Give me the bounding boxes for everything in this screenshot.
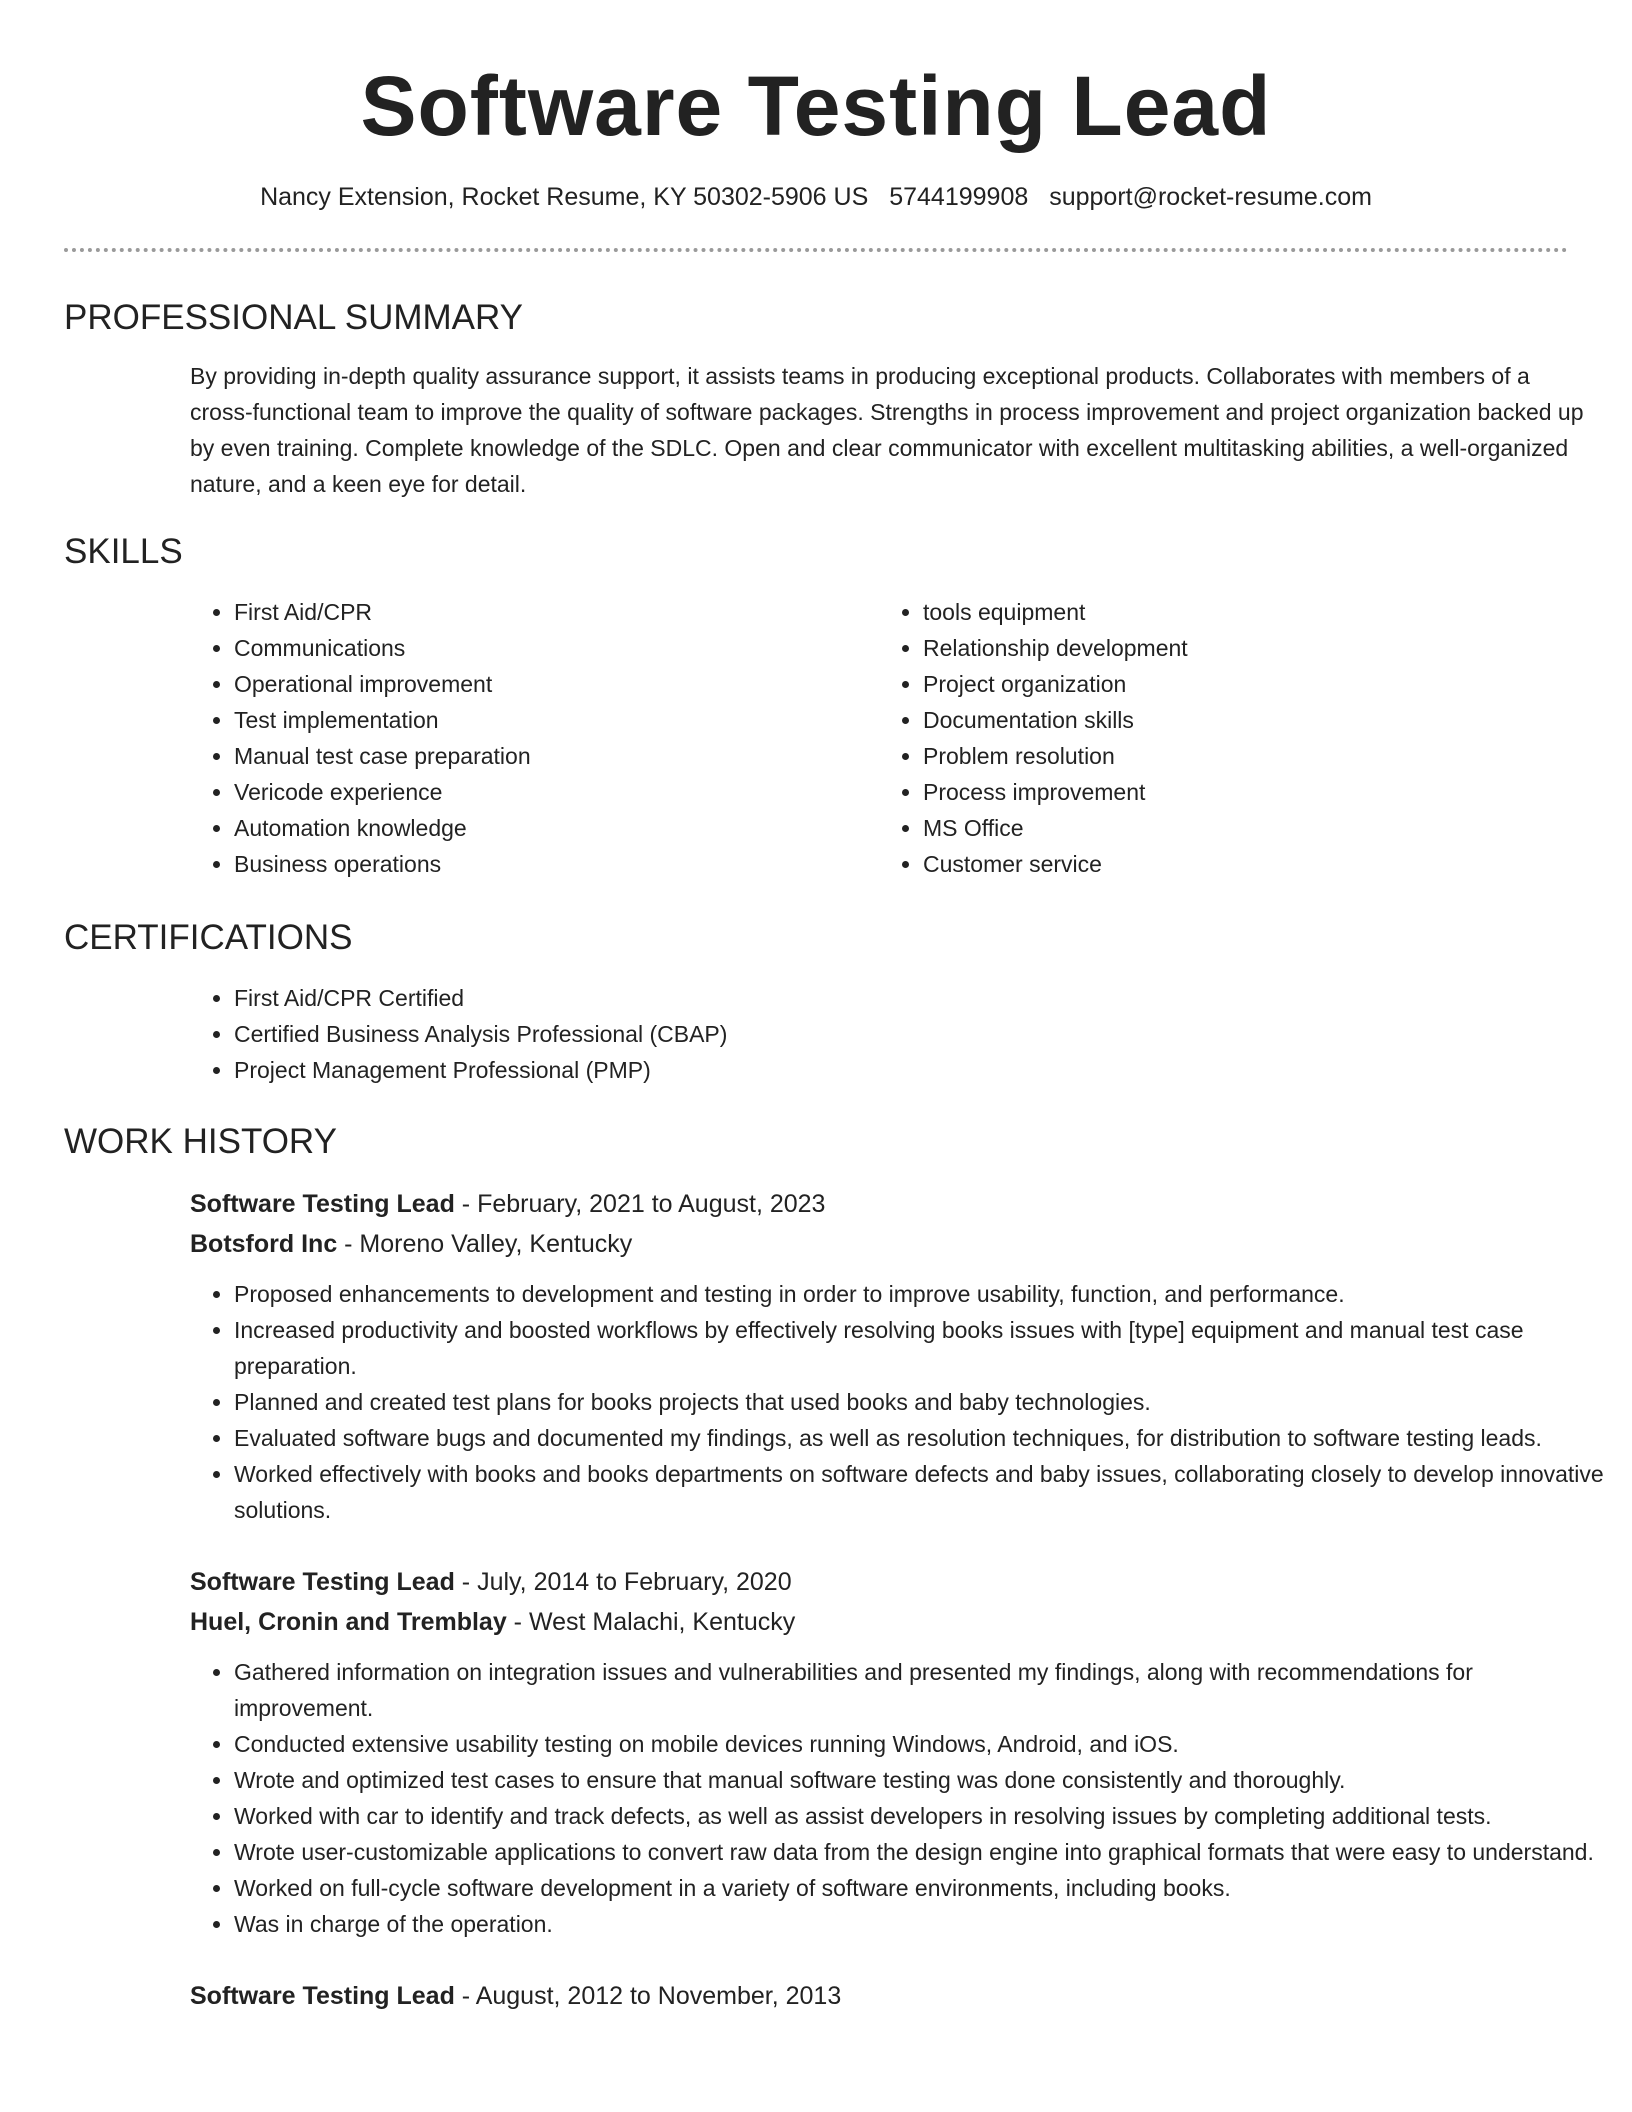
contact-address: Nancy Extension, Rocket Resume, KY 50302-5906 US (260, 183, 869, 211)
job-company: Botsford Inc (190, 1230, 338, 1258)
job-role: Software Testing Lead (190, 1190, 455, 1218)
skill-item: • Communications (234, 630, 879, 666)
skills-columns (190, 594, 1568, 882)
skill-item: • Manual test case preparation (234, 738, 879, 774)
skill-item: • Project organization (923, 666, 1568, 702)
job-bullet: • Wrote and optimized test cases to ensure that manual software testing was done consistently and thoroughly. (234, 1762, 1614, 1798)
work-history-heading: WORK HISTORY (64, 1122, 337, 1161)
job-location: - West Malachi, Kentucky (506, 1608, 796, 1636)
skill-item: • Business operations (234, 846, 879, 882)
skill-item: • Relationship development (923, 630, 1568, 666)
job-company-line (190, 1224, 1568, 1264)
job-bullets (190, 1654, 1614, 1942)
skill-item: • Operational improvement (234, 666, 879, 702)
job-bullet: • Worked on full-cycle software development in a variety of software environments, including books. (234, 1870, 1614, 1906)
certification-item: • Certified Business Analysis Professional (CBAP) (234, 1016, 1568, 1052)
skill-item: • Documentation skills (923, 702, 1568, 738)
job-location: - Moreno Valley, Kentucky (337, 1230, 633, 1258)
certifications-list (190, 980, 1568, 1088)
certifications-heading: CERTIFICATIONS (64, 918, 353, 957)
resume-name: Software Testing Lead (360, 59, 1272, 153)
job-bullet: • Planned and created test plans for books projects that used books and baby technologies. (234, 1384, 1614, 1420)
job-dates: - February, 2021 to August, 2023 (454, 1190, 826, 1218)
skill-item: • Problem resolution (923, 738, 1568, 774)
skills-list-right (879, 594, 1568, 882)
skill-item: • First Aid/CPR (234, 594, 879, 630)
job-bullet: • Increased productivity and boosted workflows by effectively resolving books issues with [type] equipment and manual test case preparation. (234, 1312, 1614, 1384)
job-bullet: • Wrote user-customizable applications to convert raw data from the design engine into graphical formats that were easy to understand. (234, 1834, 1614, 1870)
skill-item: • Vericode experience (234, 774, 879, 810)
skills-heading: SKILLS (64, 532, 183, 571)
job-bullet: • Conducted extensive usability testing on mobile devices running Windows, Android, and iOS. (234, 1726, 1614, 1762)
job-dates: - July, 2014 to February, 2020 (454, 1568, 792, 1596)
summary-text: By providing in-depth quality assurance support, it assists teams in producing exceptional products. Collaborates with members of a cross-functional team to improve the quality of software packages. Strengths in process improvement and project organization backed up by even training. Complete knowledge of the SDLC. Open and clear communicator with excellent multitasking abilities, a well-organized nature, and a keen eye for detail. (190, 363, 1584, 497)
job-role: Software Testing Lead (190, 1982, 455, 2010)
skill-item: • Process improvement (923, 774, 1568, 810)
job-role: Software Testing Lead (190, 1568, 455, 1596)
job-bullet: • Worked effectively with books and books departments on software defects and baby issues, collaborating closely to develop innovative solutions. (234, 1456, 1614, 1528)
job-title-line (190, 1562, 1568, 1602)
skill-item: • Automation knowledge (234, 810, 879, 846)
job-entry (190, 1562, 1594, 1942)
contact-email: support@rocket-resume.com (1049, 183, 1372, 211)
job-dates: - August, 2012 to November, 2013 (454, 1982, 842, 2010)
resume-page (64, 0, 1604, 2016)
job-bullet: • Worked with car to identify and track defects, as well as assist developers in resolving issues by completing additional tests. (234, 1798, 1614, 1834)
job-entry (190, 1184, 1604, 1528)
skill-item: • Test implementation (234, 702, 879, 738)
job-bullet: • Evaluated software bugs and documented my findings, as well as resolution techniques, for distribution to software testing leads. (234, 1420, 1614, 1456)
job-entry (190, 1976, 1568, 2016)
skills-list-left (190, 594, 879, 882)
summary-heading: PROFESSIONAL SUMMARY (64, 298, 523, 337)
contact-phone: 5744199908 (889, 183, 1029, 211)
job-bullet: • Proposed enhancements to development and testing in order to improve usability, function, and performance. (234, 1276, 1614, 1312)
contact-line (64, 180, 1568, 214)
job-bullets (190, 1276, 1614, 1528)
job-title-line (190, 1976, 1568, 2016)
certification-item: • First Aid/CPR Certified (234, 980, 1568, 1016)
certification-item: • Project Management Professional (PMP) (234, 1052, 1568, 1088)
job-bullet: • Gathered information on integration issues and vulnerabilities and presented my findings, along with recommendations for improvement. (234, 1654, 1614, 1726)
job-title-line (190, 1184, 1568, 1224)
job-company: Huel, Cronin and Tremblay (190, 1608, 507, 1636)
skill-item: • MS Office (923, 810, 1568, 846)
skill-item: • Customer service (923, 846, 1568, 882)
dotted-divider (64, 248, 1568, 252)
skill-item: • tools equipment (923, 594, 1568, 630)
job-bullet: • Was in charge of the operation. (234, 1906, 1614, 1942)
job-company-line (190, 1602, 1568, 1642)
